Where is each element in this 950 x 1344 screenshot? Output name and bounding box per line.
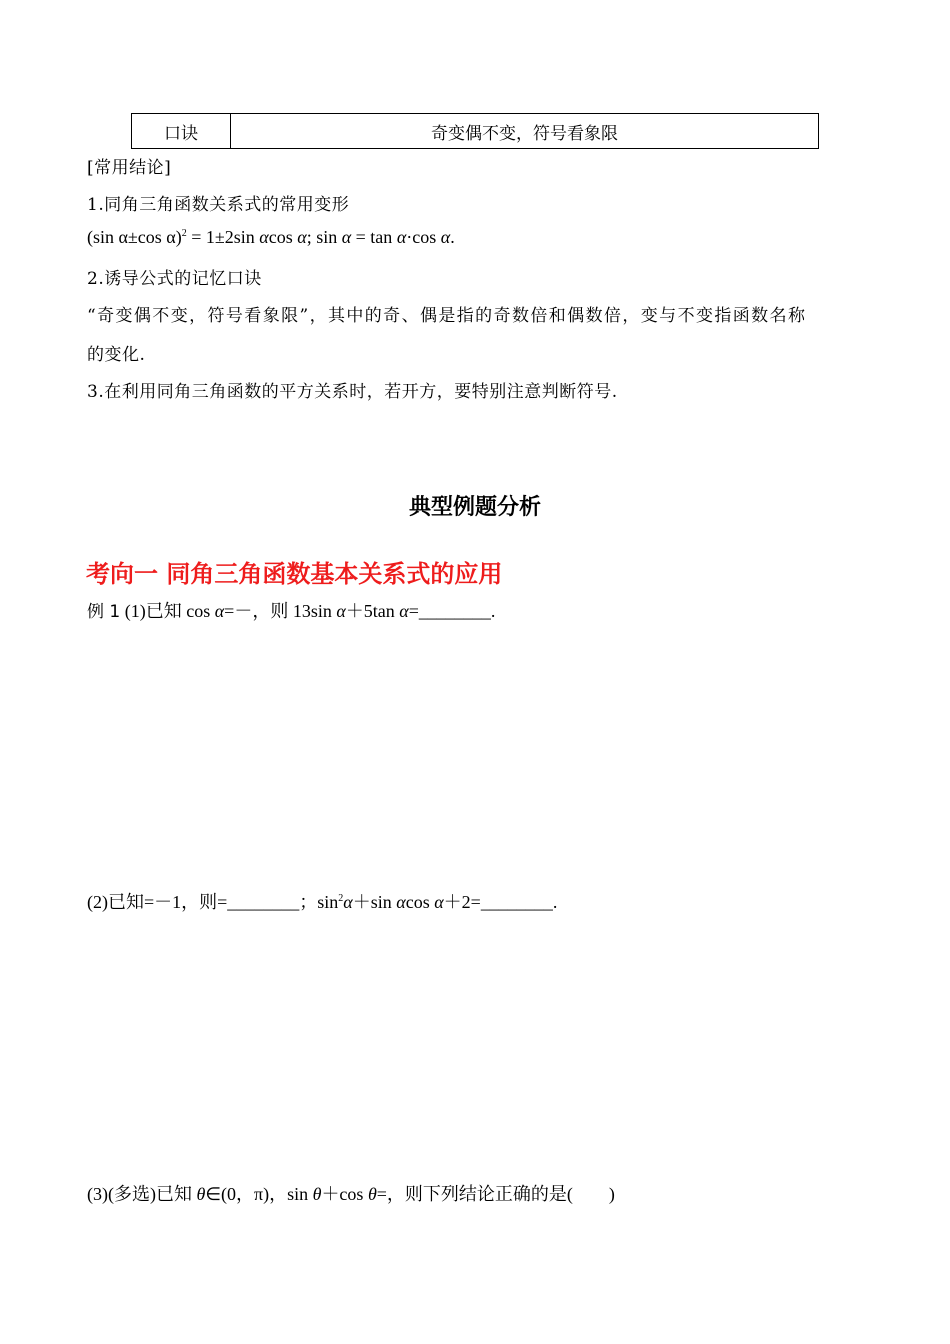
topic-title: 考向一 同角三角函数基本关系式的应用: [86, 560, 503, 588]
question-text: ＋sin: [352, 892, 397, 912]
conclusion-3-title: 3.在利用同角三角函数的平方关系时，若开方，要特别注意判断符号.: [87, 382, 618, 402]
formula-var: α: [440, 227, 451, 247]
question-var: θ: [312, 1184, 322, 1204]
formula-var: α: [341, 227, 352, 247]
question-text: =－，则 13sin: [224, 601, 337, 621]
example-label: 例 1: [87, 602, 121, 622]
question-var: α: [336, 601, 346, 621]
mnemonic-table: [131, 113, 819, 149]
question-var: α: [396, 892, 406, 912]
conclusion-2-line-2: 的变化.: [87, 345, 146, 365]
question-text: (3)(多选)已知: [87, 1184, 197, 1204]
question-text: ∈(0，π)，sin: [205, 1184, 313, 1204]
conclusion-1-formula: [87, 227, 455, 248]
formula-exponent: 2: [181, 228, 187, 239]
question-var: θ: [367, 1184, 377, 1204]
example-1-question-1: [87, 597, 495, 623]
formula-part: = 1±2sin: [186, 227, 260, 247]
question-var: α: [214, 601, 225, 621]
formula-var: α: [396, 227, 407, 247]
section-title: 典型例题分析: [408, 495, 541, 520]
conclusion-2-title: 2.诱导公式的记忆口诀: [87, 269, 262, 289]
question-exponent: 2: [338, 893, 344, 904]
question-text: (2)已知=－1，则=________；sin: [87, 892, 339, 912]
table-label-cell: 口诀: [132, 114, 231, 148]
conclusion-2-line-1: “奇变偶不变，符号看象限”，其中的奇、偶是指的奇数倍和偶数倍，变与不变指函数名称: [87, 306, 807, 326]
answer-blank: ＋2=________.: [443, 892, 558, 912]
question-var: α: [434, 892, 444, 912]
formula-part: ·cos: [406, 227, 441, 247]
formula-var: α: [259, 227, 269, 247]
conclusion-1-title: 1.同角三角函数关系式的常用变形: [87, 195, 350, 215]
example-1-question-3: [87, 1180, 615, 1206]
formula-part: cos: [268, 227, 298, 247]
formula-part: .: [450, 227, 455, 247]
formula-part: = tan: [351, 227, 397, 247]
formula-var: α: [297, 227, 307, 247]
question-var: θ: [196, 1184, 206, 1204]
formula-part: (sin α±cos α): [87, 227, 182, 247]
question-var: α: [399, 601, 409, 621]
question-text: ＋cos: [321, 1184, 368, 1204]
question-text: (1)已知 cos: [120, 601, 215, 621]
question-text: cos: [405, 892, 435, 912]
question-var: α: [343, 892, 353, 912]
question-text: =，则下列结论正确的是( ): [376, 1184, 615, 1204]
example-1-question-2: [87, 888, 557, 914]
question-text: ＋5tan: [345, 601, 400, 621]
answer-blank: =________.: [408, 601, 496, 621]
table-content-cell: 奇变偶不变，符号看象限: [431, 123, 618, 144]
formula-part: ; sin: [306, 227, 342, 247]
conclusions-heading: [常用结论]: [87, 158, 172, 178]
